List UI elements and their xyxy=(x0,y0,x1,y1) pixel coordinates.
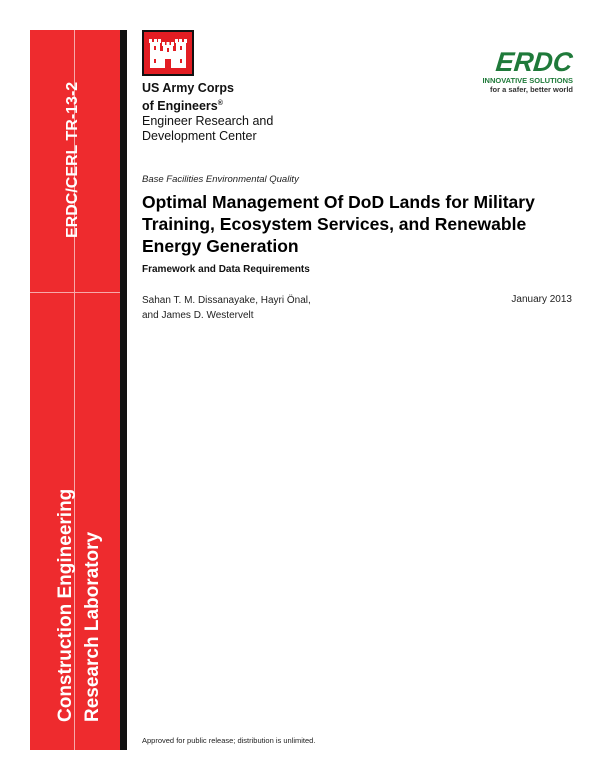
distribution-statement: Approved for public release; distribution is unlimited. xyxy=(142,736,316,745)
authors-block xyxy=(142,294,311,323)
registered-mark: ® xyxy=(217,100,223,107)
org-name-line1: US Army Corps xyxy=(142,81,234,95)
erdc-wordmark: ERDC xyxy=(494,47,575,77)
laboratory-name-line1: Construction Engineering xyxy=(55,488,76,722)
erdc-tagline-2: for a safer, better world xyxy=(490,85,573,94)
usace-castle-logo xyxy=(142,30,194,76)
report-number: ERDC/CERL TR-13-2 xyxy=(64,81,81,238)
erdc-logo xyxy=(463,48,573,94)
program-name: Base Facilities Environmental Quality xyxy=(142,174,299,185)
org-name-line2 xyxy=(142,96,273,114)
authors-line1: Sahan T. M. Dissanayake, Hayri Önal, xyxy=(142,295,311,306)
castle-icon xyxy=(144,32,192,74)
report-title: Optimal Management Of DoD Lands for Military Training, Ecosystem Services, and Renewable Energy Generation xyxy=(142,192,535,256)
band-divider xyxy=(30,292,120,293)
org-unit-line2: Development Center xyxy=(142,129,257,144)
black-sidebar-stripe xyxy=(120,30,127,750)
report-subtitle: Framework and Data Requirements xyxy=(142,264,310,275)
org-unit-line1: Engineer Research and xyxy=(142,114,274,129)
publication-date: January 2013 xyxy=(511,294,572,305)
laboratory-name-line2: Research Laboratory xyxy=(82,531,103,722)
erdc-tagline-1: INNOVATIVE SOLUTIONS xyxy=(482,76,573,85)
authors-line2: and James D. Westervelt xyxy=(142,309,254,321)
org-name-line2-text: of Engineers xyxy=(142,99,218,114)
organization-block xyxy=(142,81,273,144)
